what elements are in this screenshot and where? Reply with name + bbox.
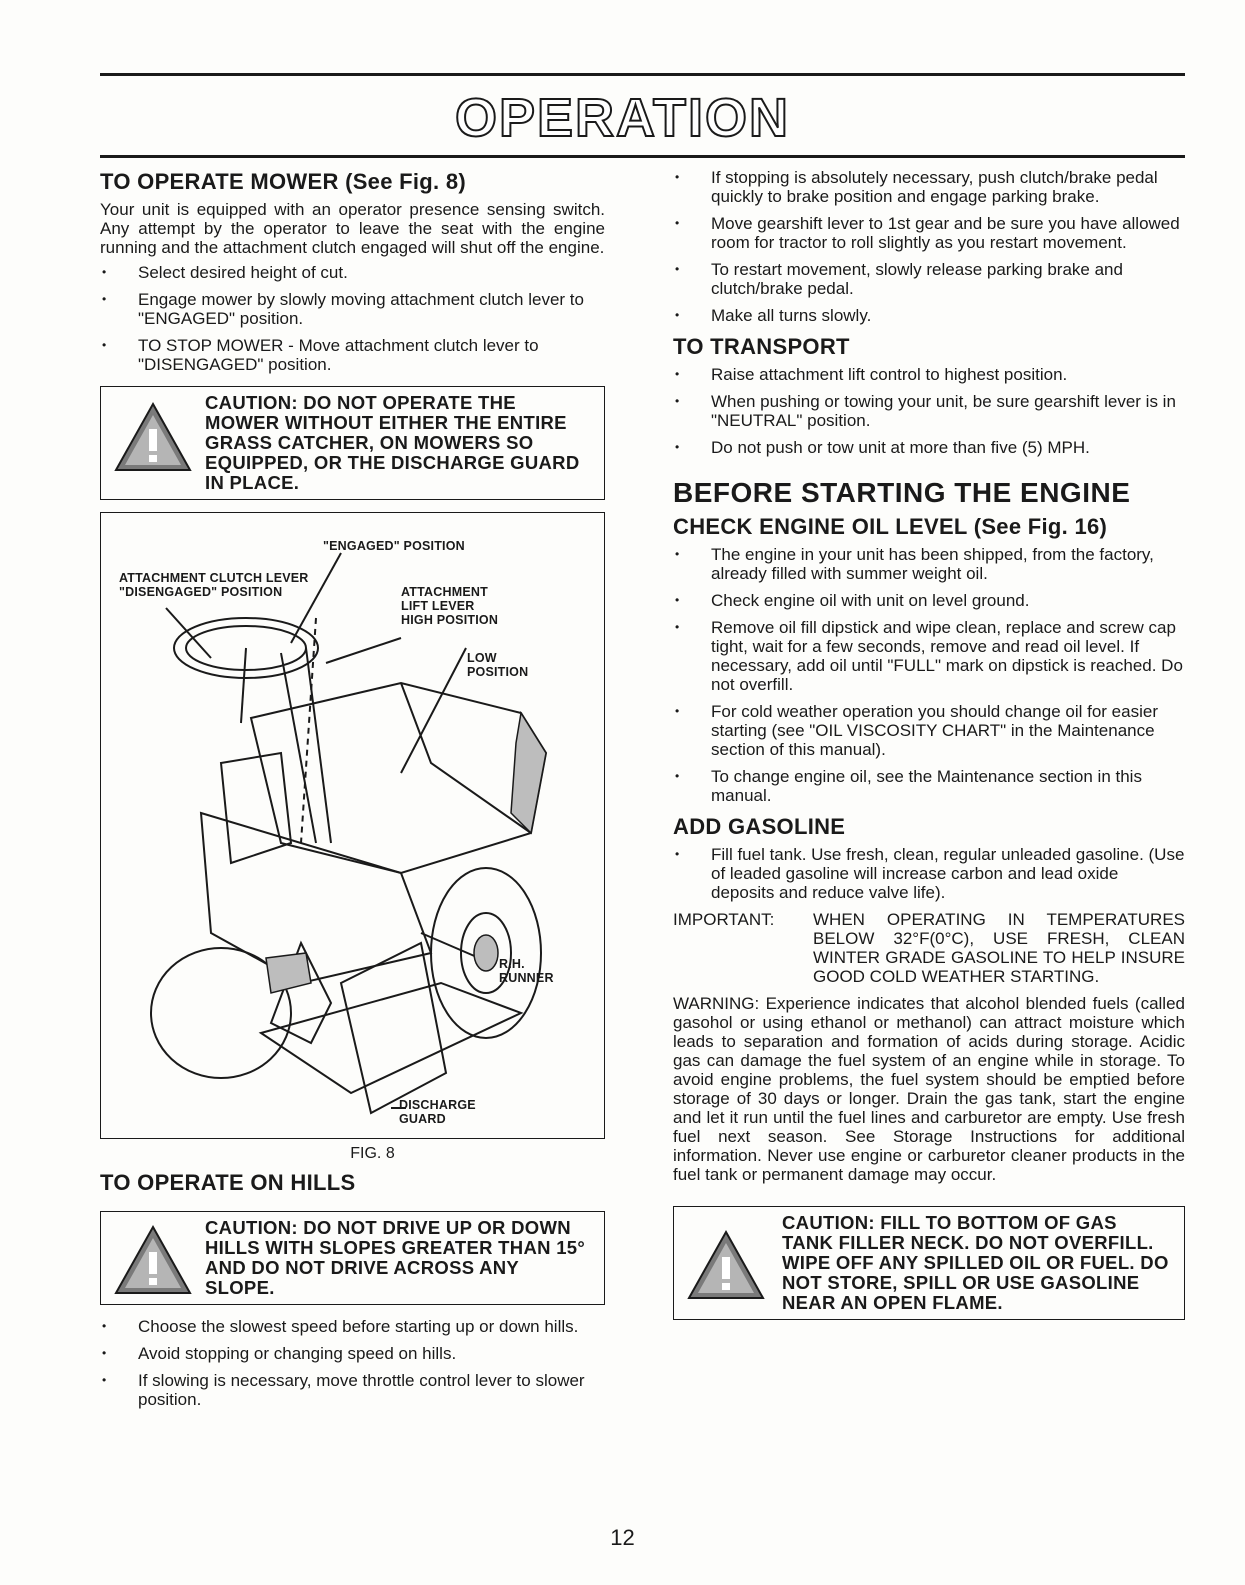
list-item: • For cold weather operation you should change oil for easier starting (see "OIL VISCOSITY CHART" in the Maintenance section of this manual). bbox=[673, 702, 1185, 759]
label-low-1: LOW bbox=[467, 651, 497, 665]
operate-mower-intro: Your unit is equipped with an operator presence sensing switch. Any attempt by the operator to leave the seat with the engine running and the attachment clutch engaged will shut off the engine. bbox=[100, 200, 605, 257]
title-rule bbox=[100, 155, 1185, 158]
hills-continued-list bbox=[673, 168, 1185, 325]
label-guard-2: GUARD bbox=[399, 1112, 446, 1126]
page-title: OPERATION bbox=[454, 88, 790, 148]
hills-list bbox=[100, 1317, 605, 1409]
list-item: • TO STOP MOWER - Move attachment clutch lever to "DISENGAGED" position. bbox=[100, 336, 605, 374]
before-starting-section bbox=[673, 475, 1185, 1320]
list-item: • To change engine oil, see the Maintenance section in this manual. bbox=[673, 767, 1185, 805]
caution-box-gasoline bbox=[673, 1206, 1185, 1320]
list-item: • The engine in your unit has been shipped, from the factory, already filled with summer weight oil. bbox=[673, 545, 1185, 583]
important-note bbox=[673, 910, 1185, 986]
important-text: WHEN OPERATING IN TEMPERATURES BELOW 32°F(0°C), USE FRESH, CLEAN WINTER GRADE GASOLINE TO HELP INSURE GOOD COLD WEATHER STARTING. bbox=[813, 910, 1185, 986]
transport-heading: TO TRANSPORT bbox=[673, 334, 850, 359]
list-item: • Move gearshift lever to 1st gear and be sure you have allowed room for tractor to roll slightly as you restart movement. bbox=[673, 214, 1185, 252]
figure-caption: FIG. 8 bbox=[350, 1145, 395, 1162]
list-item: • Select desired height of cut. bbox=[100, 263, 605, 282]
caution-text: CAUTION: FILL TO BOTTOM OF GAS TANK FILLER NECK. DO NOT OVERFILL. WIPE OFF ANY SPILLED OIL OR FUEL. DO NOT STORE, SPILL OR USE GASOLINE NEAR AN OPEN FLAME. bbox=[782, 1212, 1169, 1313]
top-rule bbox=[100, 73, 1185, 76]
add-gasoline-heading: ADD GASOLINE bbox=[673, 814, 846, 839]
list-item: • Remove oil fill dipstick and wipe clean, replace and screw cap tight, wait for a few seconds, remove and read oil level. If necessary, add oil until "FULL" mark on dipstick is reached. Do not overfill. bbox=[673, 618, 1185, 694]
left-column bbox=[100, 168, 605, 1417]
hills-heading: TO OPERATE ON HILLS bbox=[100, 1170, 356, 1195]
caution-box-mower bbox=[100, 386, 605, 500]
caution-text: CAUTION: DO NOT DRIVE UP OR DOWN HILLS WITH SLOPES GREATER THAN 15° AND DO NOT DRIVE ACROSS ANY SLOPE. bbox=[205, 1217, 586, 1298]
label-rh-1: R.H. bbox=[499, 957, 525, 971]
right-column bbox=[673, 168, 1185, 1332]
warning-triangle-icon bbox=[686, 1229, 766, 1301]
page-number: 12 bbox=[610, 1525, 635, 1550]
label-low-2: POSITION bbox=[467, 665, 529, 679]
list-item: • Fill fuel tank. Use fresh, clean, regular unleaded gasoline. (Use of leaded gasoline will increase carbon and lead oxide deposits and reduce valve life). bbox=[673, 845, 1185, 902]
transport-section bbox=[673, 333, 1185, 457]
tractor-illustration bbox=[101, 513, 603, 1138]
list-item: • Avoid stopping or changing speed on hills. bbox=[100, 1344, 605, 1363]
gasoline-list bbox=[673, 845, 1185, 902]
operate-mower-heading: TO OPERATE MOWER (See Fig. 8) bbox=[100, 169, 467, 194]
before-starting-heading: BEFORE STARTING THE ENGINE bbox=[673, 477, 1131, 508]
transport-list bbox=[673, 365, 1185, 457]
list-item: • Raise attachment lift control to highest position. bbox=[673, 365, 1185, 384]
label-clutch-lever: ATTACHMENT CLUTCH LEVER bbox=[119, 571, 309, 585]
list-item: • Check engine oil with unit on level ground. bbox=[673, 591, 1185, 610]
label-engaged-position: "ENGAGED" POSITION bbox=[323, 539, 465, 553]
operate-mower-section bbox=[100, 168, 605, 500]
label-lift-lever-2: LIFT LEVER bbox=[401, 599, 475, 613]
caution-box-hills bbox=[100, 1211, 605, 1305]
label-lift-lever-3: HIGH POSITION bbox=[401, 613, 499, 627]
label-guard-1: DISCHARGE bbox=[399, 1098, 476, 1112]
warning-triangle-icon bbox=[113, 1224, 193, 1296]
figure-8 bbox=[100, 512, 605, 1139]
list-item: • If slowing is necessary, move throttle control lever to slower position. bbox=[100, 1371, 605, 1409]
warning-paragraph: WARNING: Experience indicates that alcohol blended fuels (called gasohol or using ethanol or methanol) can attract moisture which leads to separation and formation of acids during storage. Acidic gas can damage the fuel system of an engine while in storage. To avoid engine problems, the fuel system should be emptied before storage of 30 days or longer. Drain the gas tank, start the engine and let it run until the fuel lines and carburetor are empty. Use fresh fuel next season. See Storage Instructions for additional information. Never use engine or carburetor cleaner products in the fuel tank or permanent damage may occur. bbox=[673, 994, 1185, 1184]
list-item: • Choose the slowest speed before starting up or down hills. bbox=[100, 1317, 605, 1336]
label-rh-2: RUNNER bbox=[499, 971, 554, 985]
operate-mower-list bbox=[100, 263, 605, 374]
list-item: • When pushing or towing your unit, be sure gearshift lever is in "NEUTRAL" position. bbox=[673, 392, 1185, 430]
label-disengaged-position: "DISENGAGED" POSITION bbox=[119, 585, 283, 599]
oil-list bbox=[673, 545, 1185, 805]
list-item: • To restart movement, slowly release parking brake and clutch/brake pedal. bbox=[673, 260, 1185, 298]
oil-level-heading: CHECK ENGINE OIL LEVEL (See Fig. 16) bbox=[673, 514, 1108, 539]
list-item: • If stopping is absolutely necessary, push clutch/brake pedal quickly to brake position and engage parking brake. bbox=[673, 168, 1185, 206]
hills-section bbox=[100, 1169, 605, 1409]
important-label: IMPORTANT: bbox=[673, 910, 775, 929]
list-item: • Engage mower by slowly moving attachment clutch lever to "ENGAGED" position. bbox=[100, 290, 605, 328]
warning-triangle-icon bbox=[113, 401, 193, 473]
label-lift-lever-1: ATTACHMENT bbox=[401, 585, 488, 599]
list-item: • Do not push or tow unit at more than five (5) MPH. bbox=[673, 438, 1185, 457]
caution-text: CAUTION: DO NOT OPERATE THE MOWER WITHOUT EITHER THE ENTIRE GRASS CATCHER, ON MOWERS SO EQUIPPED, OR THE DISCHARGE GUARD IN PLACE. bbox=[205, 392, 580, 493]
list-item: • Make all turns slowly. bbox=[673, 306, 1185, 325]
